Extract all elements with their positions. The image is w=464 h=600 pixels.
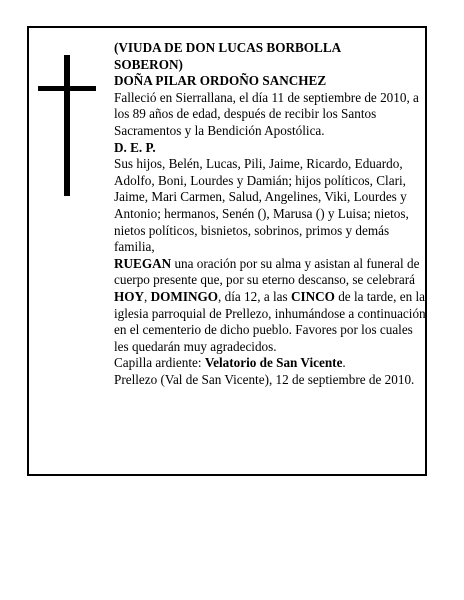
place-date: Prellezo (Val de San Vicente), 12 de septiembre de 2010.: [114, 371, 415, 387]
cinco-word: CINCO: [290, 288, 335, 304]
funeral-request: [114, 256, 426, 356]
deceased-name: DOÑA PILAR ORDOÑO SANCHEZ: [114, 73, 327, 89]
domingo-word: DOMINGO: [150, 288, 219, 304]
hoy-word: HOY: [114, 288, 145, 304]
rip-line: D. E. P.: [114, 139, 156, 155]
cross-horizontal-bar: [38, 86, 96, 91]
chapel-line: [114, 355, 426, 372]
widow-header-line1: (VIUDA DE DON LUCAS BORBOLLA: [114, 40, 342, 55]
widow-header-line2: SOBERON): [114, 56, 183, 72]
request-text-1: una oración por su alma y asistan al funeral de cuerpo presente que, por su eterno descanso, se celebrará: [114, 255, 420, 288]
family-list: Sus hijos, Belén, Lucas, Pili, Jaime, Ricardo, Eduardo, Adolfo, Boni, Lourdes y Damián; hijos políticos, Clari, Jaime, Mari Carmen, Salud, Angelines, Viki, Lourdes y Antonio; hermanos, Senén (), Marusa () y Luisa; nietos, nietos políticos, bisnietos, sobrinos, primos y demás familia,: [114, 156, 409, 255]
chapel-period: .: [342, 355, 346, 371]
death-notice: Falleció en Sierrallana, el día 11 de septiembre de 2010, a los 89 años de edad, después de recibir los Santos Sacramentos y la Bendición Apostólica.: [114, 89, 419, 138]
ruegan-word: RUEGAN: [114, 255, 172, 271]
request-text-2: , día 12, a las: [218, 288, 291, 304]
chapel-label: Capilla ardiente:: [114, 355, 205, 371]
chapel-name: Velatorio de San Vicente: [204, 355, 343, 371]
cross-vertical-bar: [64, 55, 70, 196]
request-text-3: de la tarde, en la iglesia parroquial de Prellezo, inhumándose a continuación en el cementerio de dicho pueblo. Favores por los cuales les quedarán muy agradecidos.: [114, 288, 426, 354]
request-comma: ,: [144, 288, 151, 304]
obituary-text: [114, 40, 426, 388]
